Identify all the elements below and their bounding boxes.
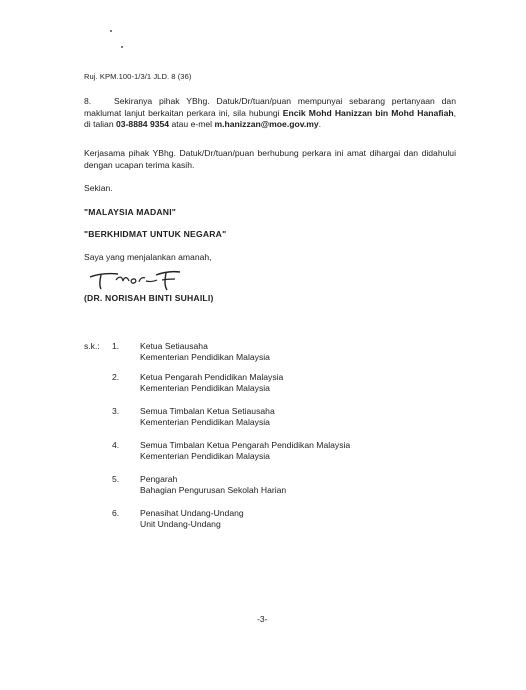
cc-item-text: Ketua Pengarah Pendidikan Malaysia Kementerian Pendidikan Malaysia xyxy=(140,372,284,394)
paragraph-8: 8. Sekiranya pihak YBhg. Datuk/Dr/tuan/puan mempunyai sebarang pertanyaan dan maklumat lanjut berkaitan perkara ini, sila hubungi Encik Mohd Hanizzan bin Mohd Hanafiah, di talian 03-8884 9354 atau e-mel m.hanizzan@moe.gov.my. xyxy=(84,96,456,130)
cc-item-number: 2. xyxy=(112,372,120,382)
trust-line: Saya yang menjalankan amanah, xyxy=(84,252,212,262)
signatory-name: (DR. NORISAH BINTI SUHAILI) xyxy=(84,293,214,303)
contact-phone: 03-8884 9354 xyxy=(116,119,170,130)
paragraph-number: 8. xyxy=(84,96,92,106)
slogan-berkhidmat: "BERKHIDMAT UNTUK NEGARA" xyxy=(84,229,227,239)
cc-item-text: Ketua Setiausaha Kementerian Pendidikan Malaysia xyxy=(140,341,270,363)
cc-item-number: 6. xyxy=(112,508,120,518)
reference-number: Ruj. KPM.100-1/3/1 JLD. 8 (36) xyxy=(84,72,192,81)
closing: Sekian. xyxy=(84,183,113,193)
cc-item-text: Pengarah Bahagian Pengurusan Sekolah Harian xyxy=(140,474,287,496)
signature-image xyxy=(88,263,188,293)
page-number: -3- xyxy=(257,614,268,624)
cc-label: s.k.: xyxy=(84,341,100,351)
contact-email: m.hanizzan@moe.gov.my xyxy=(214,119,319,130)
cc-item-number: 1. xyxy=(112,341,120,351)
cc-item-text: Semua Timbalan Ketua Pengarah Pendidikan Malaysia Kementerian Pendidikan Malaysia xyxy=(140,440,351,462)
cc-item-number: 4. xyxy=(112,440,120,450)
slogan-malaysia-madani: "MALAYSIA MADANI" xyxy=(84,207,177,217)
contact-name: Encik Mohd Hanizzan bin Mohd Hanafiah xyxy=(282,107,454,118)
scan-speck xyxy=(121,46,123,48)
appreciation-paragraph: Kerjasama pihak YBhg. Datuk/Dr/tuan/puan berhubung perkara ini amat dihargai dan didahului dengan ucapan terima kasih. xyxy=(84,148,456,170)
cc-item-number: 3. xyxy=(112,406,120,416)
scan-speck xyxy=(110,30,112,32)
cc-item-text: Semua Timbalan Ketua Setiausaha Kementerian Pendidikan Malaysia xyxy=(140,406,275,428)
cc-item-text: Penasihat Undang-Undang Unit Undang-Undang xyxy=(140,508,244,530)
cc-item-number: 5. xyxy=(112,474,120,484)
